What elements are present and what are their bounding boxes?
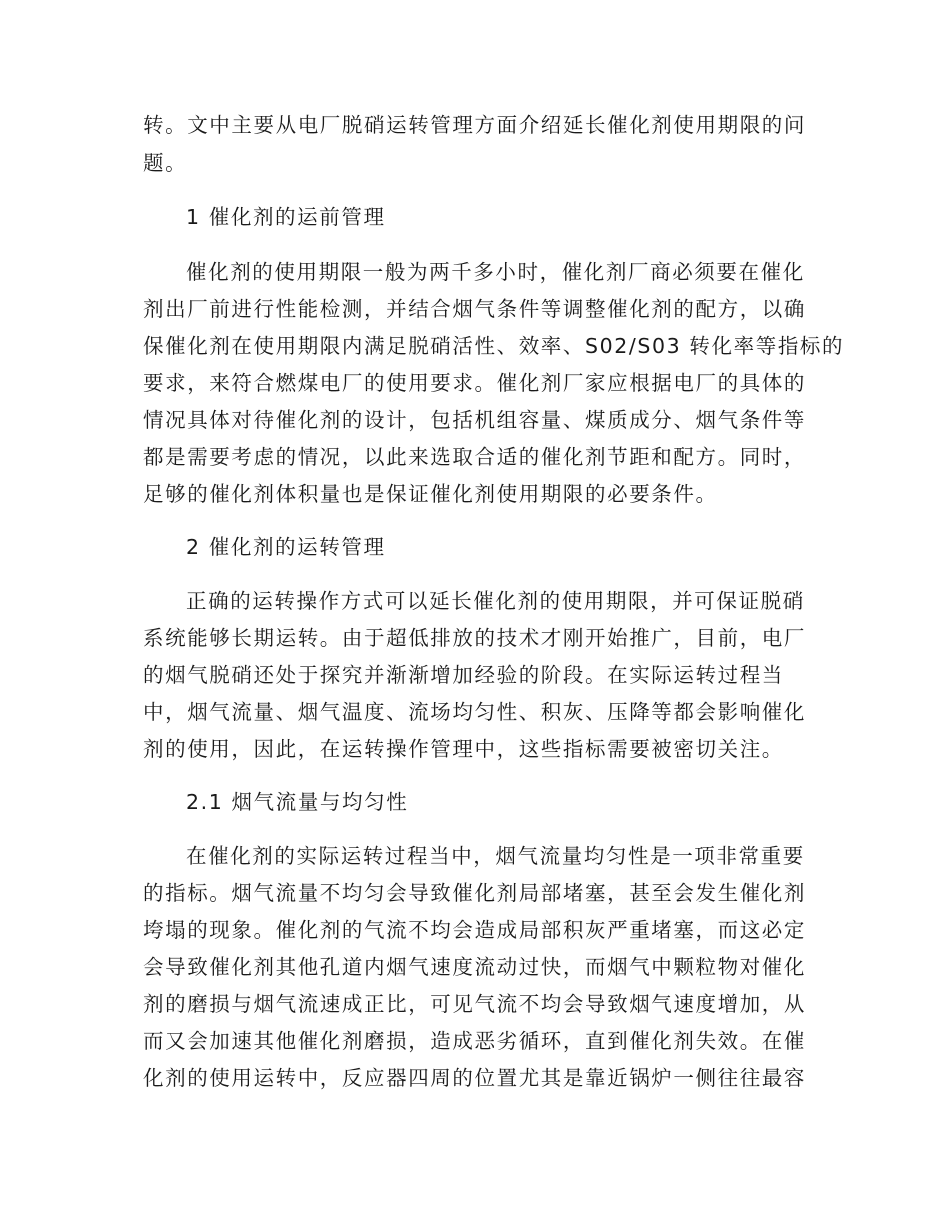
paragraph-line: 转。文中主要从电厂脱硝运转管理方面介绍延长催化剂使用期限的问: [143, 113, 806, 137]
paragraph-line: 剂的磨损与烟气流速成正比，可见气流不均会导致烟气速度增加，从: [143, 992, 806, 1016]
paragraph-line: 保催化剂在使用期限内满足脱硝活性、效率、S02/S03 转化率等指标的: [143, 334, 845, 358]
paragraph-line: 要求，来符合燃煤电厂的使用要求。催化剂厂家应根据电厂的具体的: [143, 371, 806, 395]
paragraph-line: 足够的催化剂体积量也是保证催化剂使用期限的必要条件。: [143, 482, 718, 506]
paragraph-line: 的烟气脱硝还处于探究并渐渐增加经验的阶段。在实际运转过程当: [143, 663, 784, 687]
paragraph-line: 在催化剂的实际运转过程当中，烟气流量均匀性是一项非常重要: [186, 844, 805, 868]
paragraph-line: 情况具体对待催化剂的设计，包括机组容量、煤质成分、烟气条件等: [143, 408, 806, 432]
paragraph-line: 题。: [143, 151, 188, 175]
paragraph-line: 垮塌的现象。催化剂的气流不均会造成局部积灰严重堵塞，而这必定: [143, 918, 806, 942]
paragraph-line: 而又会加速其他催化剂磨损，造成恶劣循环，直到催化剂失效。在催: [143, 1029, 806, 1053]
paragraph-line: 会导致催化剂其他孔道内烟气速度流动过快，而烟气中颗粒物对催化: [143, 955, 806, 979]
paragraph-line: 都是需要考虑的情况，以此来选取合适的催化剂节距和配方。同时，: [143, 445, 806, 469]
section-heading-2: 2 催化剂的运转管理: [186, 535, 386, 559]
paragraph-line: 化剂的使用运转中，反应器四周的位置尤其是靠近锅炉一侧往往最容: [143, 1066, 806, 1090]
section-heading-2-1: 2.1 烟气流量与均匀性: [186, 790, 409, 814]
paragraph-line: 剂的使用，因此，在运转操作管理中，这些指标需要被密切关注。: [143, 737, 784, 761]
paragraph-line: 系统能够长期运转。由于超低排放的技术才刚开始推广，目前，电厂: [143, 626, 806, 650]
paragraph-line: 剂出厂前进行性能检测，并结合烟气条件等调整催化剂的配方，以确: [143, 297, 806, 321]
paragraph-line: 的指标。烟气流量不均匀会导致催化剂局部堵塞，甚至会发生催化剂: [143, 881, 806, 905]
section-heading-1: 1 催化剂的运前管理: [186, 205, 386, 229]
paragraph-line: 中，烟气流量、烟气温度、流场均匀性、积灰、压降等都会影响催化: [143, 700, 806, 724]
paragraph-line: 催化剂的使用期限一般为两千多小时，催化剂厂商必须要在催化: [186, 260, 805, 284]
paragraph-line: 正确的运转操作方式可以延长催化剂的使用期限，并可保证脱硝: [186, 589, 805, 613]
